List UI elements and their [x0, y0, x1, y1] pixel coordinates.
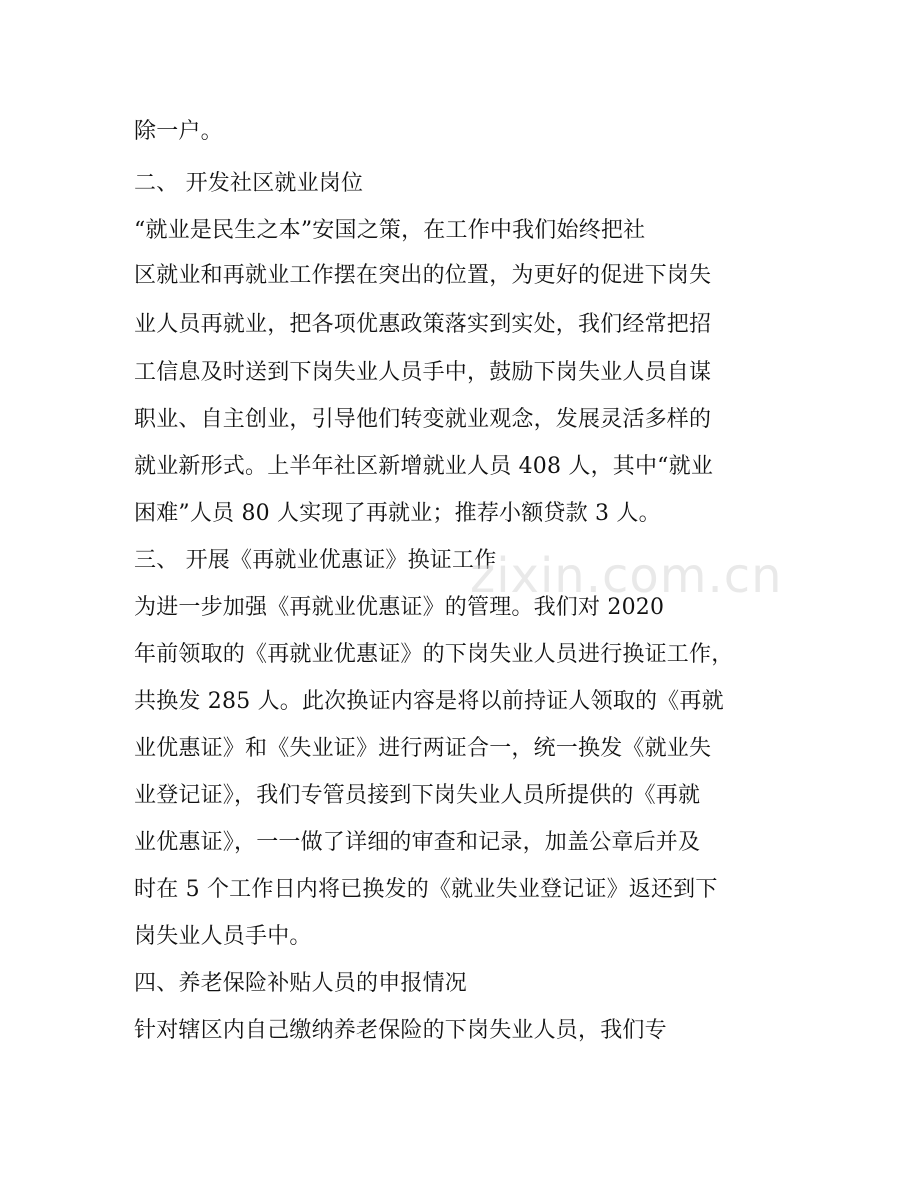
- text-line-1: 除一户。: [134, 119, 223, 144]
- text-line-5: 业人员再就业，把各项优惠政策落实到实处，我们经常把招: [134, 312, 712, 337]
- text-line-20: 针对辖区内自己缴纳养老保险的下岗失业人员，我们专: [134, 1018, 667, 1043]
- text-line-12: 年前领取的《再就业优惠证》的下岗失业人员进行换证工作，: [134, 642, 734, 667]
- text-line-11: 为进一步加强《再就业优惠证》的管理。我们对 2020: [134, 595, 665, 620]
- text-line-3: “就业是民生之本”安国之策，在工作中我们始终把社: [134, 218, 646, 243]
- section-heading-3: 三、 开展《再就业优惠证》换证工作: [134, 548, 497, 573]
- section-heading-2: 二、 开发社区就业岗位: [134, 171, 364, 196]
- text-line-18: 岗失业人员手中。: [134, 924, 312, 949]
- text-line-6: 工信息及时送到下岗失业人员手中，鼓励下岗失业人员自谋: [134, 360, 712, 385]
- text-line-8: 就业新形式。上半年社区新增就业人员 408 人，其中“就业: [134, 454, 714, 479]
- section-heading-4: 四、养老保险补贴人员的申报情况: [134, 971, 468, 996]
- text-line-4: 区就业和再就业工作摆在突出的位置，为更好的促进下岗失: [134, 263, 712, 288]
- text-line-16: 业优惠证》，一一做了详细的审查和记录，加盖公章后并及: [134, 830, 701, 855]
- text-line-14: 业优惠证》和《失业证》进行两证合一，统一换发《就业失: [134, 736, 712, 761]
- watermark-text: zixin.com.cn: [470, 548, 783, 604]
- text-line-7: 职业、自主创业，引导他们转变就业观念，发展灵活多样的: [134, 407, 712, 432]
- text-line-17: 时在 5 个工作日内将已换发的《就业失业登记证》返还到下: [134, 877, 718, 902]
- text-line-15: 业登记证》，我们专管员接到下岗失业人员所提供的《再就: [134, 783, 701, 808]
- text-line-9: 困难”人员 80 人实现了再就业；推荐小额贷款 3 人。: [134, 501, 661, 526]
- text-line-13: 共换发 285 人。此次换证内容是将以前持证人领取的《再就: [134, 689, 724, 714]
